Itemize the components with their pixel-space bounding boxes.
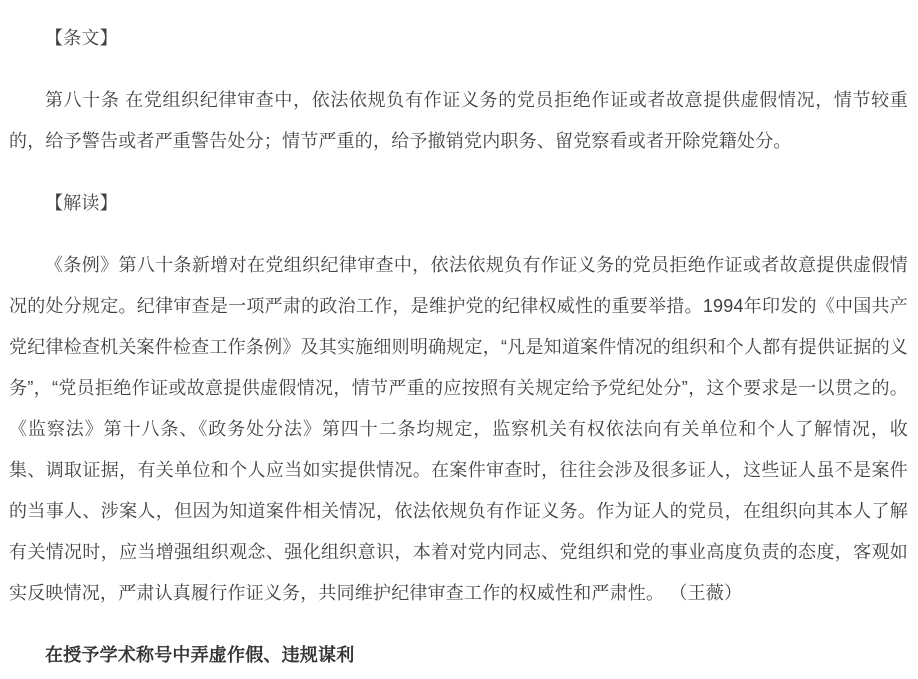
interpretation-section-label: 【解读】 (45, 193, 118, 213)
clause-section-label: 【条文】 (45, 28, 118, 48)
interpretation-text: 《条例》第八十条新增对在党组织纪律审查中，依法依规负有作证义务的党员拒绝作证或者故意提供虚假情况的处分规定。纪律审查是一项严肃的政治工作，是维护党的纪律权威性的重要举措。1994年印发的《中国共产党纪律检查机关案件检查工作条例》及其实施细则明确规定，“凡是知道案件情况的组织和个人都有提供证据的义务”，“党员拒绝作证或故意提供虚假情况，情节严重的应按照有关规定给予党纪处分”，这个要求是一以贯之的。《监察法》第十八条、《政务处分法》第四十二条均规定，监察机关有权依法向有关单位和个人了解情况，收集、调取证据，有关单位和个人应当如实提供情况。在案件审查时，往往会涉及很多证人，这些证人虽不是案件的当事人、涉案人，但因为知道案件相关情况，依法依规负有作证义务。作为证人的党员，在组织向其本人了解有关情况时，应当增强组织观念、强化组织意识，本着对党内同志、党组织和党的事业高度负责的态度，客观如实反映情况，严肃认真履行作证义务，共同维护纪律审查工作的权威性和严肃性。 （王薇） (9, 255, 908, 603)
clause-text: 第八十条 在党组织纪律审查中，依法依规负有作证义务的党员拒绝作证或者故意提供虚假情况，情节较重的，给予警告或者严重警告处分；情节严重的，给予撤销党内职务、留党察看或者开除党籍处分。 (9, 90, 908, 151)
next-article-heading: 在授予学术称号中弄虚作假、违规谋利 (45, 645, 355, 665)
